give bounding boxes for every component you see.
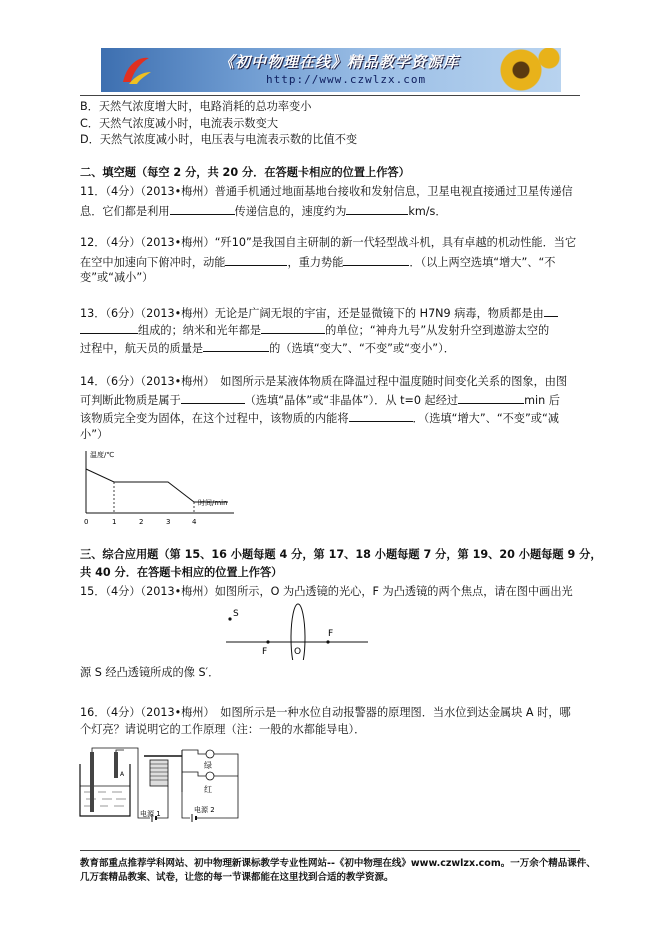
answer-blank — [203, 340, 269, 352]
label-source-2: 电源 2 — [194, 806, 215, 814]
q12-line2: 在空中加速向下俯冲时，动能 ，重力势能 ．（以上两空选填“增大”、“不 — [80, 256, 556, 269]
q11-line1: 11．（4分）（2013•梅州）普通手机通过地面基地台接收和发射信息，卫星电视直接通过卫星传递信 — [80, 185, 573, 198]
graph-ylabel: 温度/℃ — [90, 451, 115, 459]
answer-blank — [80, 322, 138, 334]
wire — [214, 754, 238, 818]
section-3-heading-line2: 共 40 分．在答题卡相应的位置上作答） — [80, 566, 283, 579]
wire — [116, 750, 124, 752]
q14-line1: 14．（6分）（2013•梅州） 如图所示是某液体物质在降温过程中温度随时间变化关系的图象，由图 — [80, 375, 568, 388]
q12-line3: 变”或“减小”） — [80, 271, 154, 284]
header-title: 《初中物理在线》精品教学资源库 — [219, 53, 460, 71]
q14-line3: 该物质完全变为固体，在这个过程中，该物质的内能将 ．（选填“增大”、“不变”或“减 — [80, 412, 559, 425]
focus-right-point — [326, 640, 329, 643]
tick-label: 1 — [112, 518, 117, 526]
site-logo-icon — [119, 54, 153, 86]
q15-line2: 源 S 经凸透镜所成的像 S′． — [80, 666, 220, 679]
focus-left-point — [266, 640, 269, 643]
convex-lens-diagram — [222, 600, 372, 660]
label-f-left: F — [262, 647, 268, 657]
wire — [182, 792, 190, 818]
answer-blank — [458, 392, 524, 404]
answer-blank — [343, 254, 409, 266]
q13-line1: 13．（6分）（2013•梅州）无论是广阔无垠的宇宙，还是显微镜下的 H7N9 病毒，物质都是由 — [80, 305, 558, 321]
answer-blank — [346, 203, 408, 215]
footer-divider — [80, 850, 580, 851]
wire — [182, 772, 206, 776]
tick-label: 3 — [166, 518, 171, 526]
section-3-heading-line1: 三、综合应用题（第 15、16 小题每题 4 分，第 17、18 小题每题 7 分，第 19、20 小题每题 9 分， — [80, 548, 602, 561]
answer-blank — [261, 322, 325, 334]
q15-line1: 15．（4分）（2013•梅州）如图所示，O 为凸透镜的光心，F 为凸透镜的两个焦点，请在图中画出光 — [80, 585, 573, 598]
red-lamp — [206, 772, 214, 780]
option-d: D．天然气浓度减小时，电压表与电流表示数的比值不变 — [80, 133, 358, 146]
q16-line2: 个灯亮？请说明它的工作原理（注：一般的水都能导电）． — [80, 723, 366, 736]
tick-label: 0 — [84, 518, 89, 526]
answer-blank — [225, 254, 287, 266]
temperature-time-graph — [78, 447, 238, 529]
header-banner — [101, 48, 561, 92]
option-c: C．天然气浓度减小时，电流表示数变大 — [80, 117, 279, 130]
tick-label: 2 — [139, 518, 144, 526]
header-url[interactable]: http://www.czwlzx.com — [266, 73, 427, 86]
header-divider — [80, 95, 580, 96]
section-2-heading: 二、填空题（每空 2 分，共 20 分．在答题卡相应的位置上作答） — [80, 166, 410, 179]
q13-line3: 过程中，航天员的质量是 的（选填“变大”、“不变”或“变小”）． — [80, 342, 455, 355]
answer-blank — [544, 305, 558, 317]
wire — [92, 748, 150, 818]
label-red-lamp: 红 — [204, 785, 212, 794]
answer-blank — [181, 392, 245, 404]
light-source-point — [228, 617, 231, 620]
tick-label: 4 — [192, 518, 197, 526]
cooling-curve — [86, 469, 228, 502]
metal-probe-b — [90, 752, 94, 812]
footer-line2: 几万套精品教案、试卷，让您的每一节课都能在这里找到合适的教学资源。 — [80, 872, 394, 883]
q14-line2: 可判断此物质是属于 （选填“晶体”或“非晶体”）．从 t=0 起经过 min 后 — [80, 394, 560, 407]
label-green-lamp: 绿 — [204, 761, 212, 770]
label-f-right: F — [328, 629, 334, 639]
answer-blank — [170, 203, 235, 215]
option-b: B．天然气浓度增大时，电路消耗的总功率变小 — [80, 100, 312, 113]
footer-line1: 教育部重点推荐学科网站、初中物理新课标教学专业性网站--《初中物理在线》www.czwlzx.com。一万余个精品课件、 — [80, 858, 596, 869]
label-s: S — [233, 609, 239, 619]
q16-line1: 16．（4分）（2013•梅州） 如图所示是一种水位自动报警器的原理图．当水位到达金属块 A 时，哪 — [80, 706, 571, 719]
label-o: O — [294, 647, 302, 657]
label-source-1: 电源 1 — [140, 810, 161, 818]
water-alarm-circuit — [78, 744, 248, 822]
q11-line2: 息．它们都是利用 传递信息的，速度约为 km/s． — [80, 205, 447, 218]
label-metal-a: A — [120, 771, 125, 778]
green-lamp — [206, 750, 214, 758]
q14-line4: 小”） — [80, 428, 109, 441]
wire — [182, 750, 206, 754]
q13-line2: 组成的；纳米和光年都是 的单位；“神舟九号”从发射升空到遨游太空的 — [80, 322, 549, 338]
answer-blank — [349, 410, 413, 422]
metal-block-a — [114, 752, 118, 778]
sunflower-icon — [491, 48, 561, 92]
q12-line1: 12．（4分）（2013•梅州）“歼10”是我国自主研制的新一代轻型战斗机，具有卓越的机动性能．当它 — [80, 236, 577, 249]
graph-xlabel: 时间/min — [198, 499, 228, 507]
